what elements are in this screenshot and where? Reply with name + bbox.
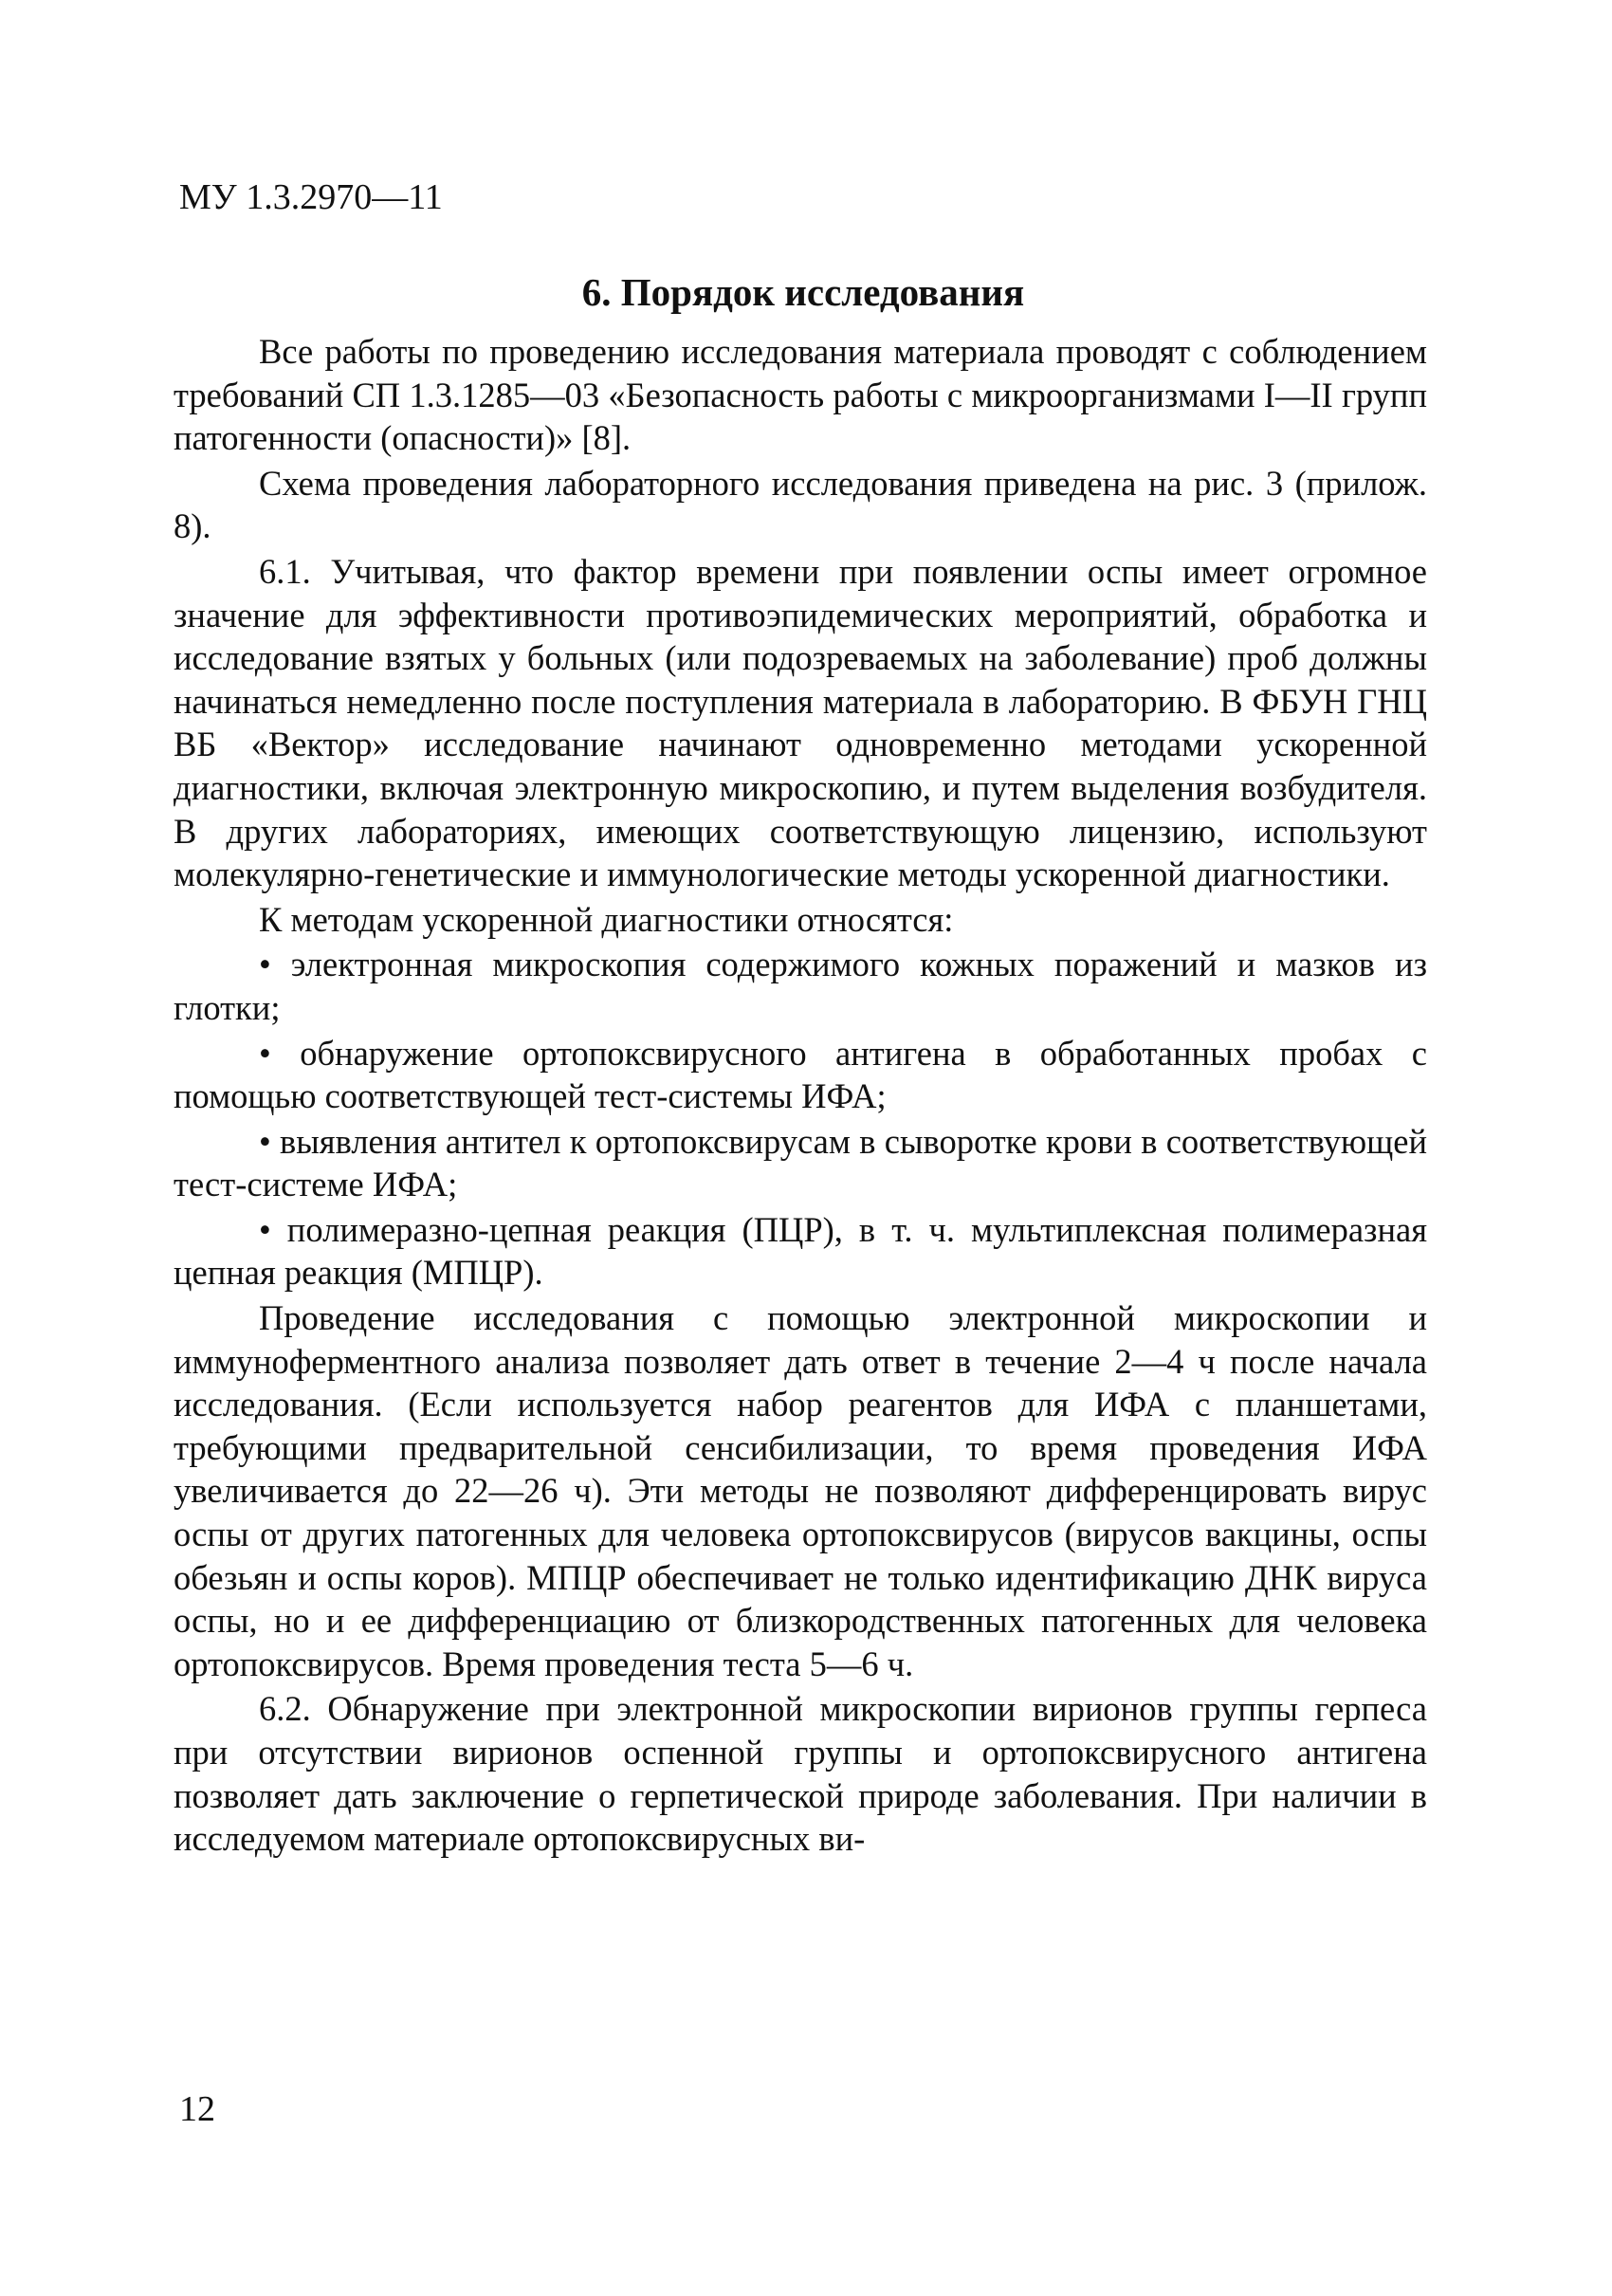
paragraph: К методам ускоренной диагностики относятся: [259,899,954,939]
section-body [174,330,1427,1863]
paragraph: Проведение исследования с помощью электронной микроскопии и иммуноферментного анализа позволяет дать ответ в течение 2—4 ч после начала исследования. (Если используется набор реагентов для ИФА с планшетами, требующими предварительной сенсибилизации, то время проведения ИФА увеличивается до 22—26 ч). Эти методы не позволяют дифференцировать вирус оспы от других патогенных для человека ортопоксвирусов (вирусов вакцины, оспы обезьян и оспы коров). МПЦР обеспечивает не только идентификацию ДНК вируса оспы, но и ее дифференциацию от близкородственных патогенных для человека ортопоксвирусов. Время проведения теста 5—6 ч. [174,1298,1427,1683]
paragraph: 6.1. Учитывая, что фактор времени при появлении оспы имеет огромное значение для эффективности противоэпидемических мероприятий, обработка и исследование взятых у больных (или подозреваемых на заболевание) проб должны начинаться немедленно после поступления материала в лабораторию. В ФБУН ГНЦ ВБ «Вектор» исследование начинают одновременно методами ускоренной диагностики, включая электронную микроскопию, и путем выделения возбудителя. В других лабораториях, имеющих соответствующую лицензию, используют молекулярно-генетические и иммунологические методы ускоренной диагностики. [174,551,1427,894]
list-item: • обнаружение ортопоксвирусного антигена в обработанных пробах с помощью соответствующей тест-системы ИФА; [174,1033,1427,1116]
list-item: • полимеразно-цепная реакция (ПЦР), в т. ч. мультиплексная полимеразная цепная реакция (МПЦР). [174,1209,1427,1293]
paragraph: Все работы по проведению исследования материала проводят с соблюдением требований СП 1.3.1285—03 «Безопасность работы с микроорганизмами I—II групп патогенности (опасности)» [8]. [174,332,1427,458]
list-item: • выявления антител к ортопоксвирусам в сыворотке крови в соответствующей тест-системе ИФА; [174,1121,1427,1204]
paragraph: Схема проведения лабораторного исследования приведена на рис. 3 (прилож. 8). [174,463,1427,546]
paragraph: 6.2. Обнаружение при электронной микроскопии вирионов группы герпеса при отсутствии вирионов оспенной группы и ортопоксвирусного антигена позволяет дать заключение о герпетической природе заболевания. При наличии в исследуемом материале ортопоксвирусных ви- [174,1689,1427,1859]
list-item: • электронная микроскопия содержимого кожных поражений и мазков из глотки; [174,945,1427,1027]
section-title: 6. Порядок исследования [581,270,1025,314]
page-number: 12 [179,2089,215,2129]
document-code: МУ 1.3.2970—11 [179,177,443,217]
